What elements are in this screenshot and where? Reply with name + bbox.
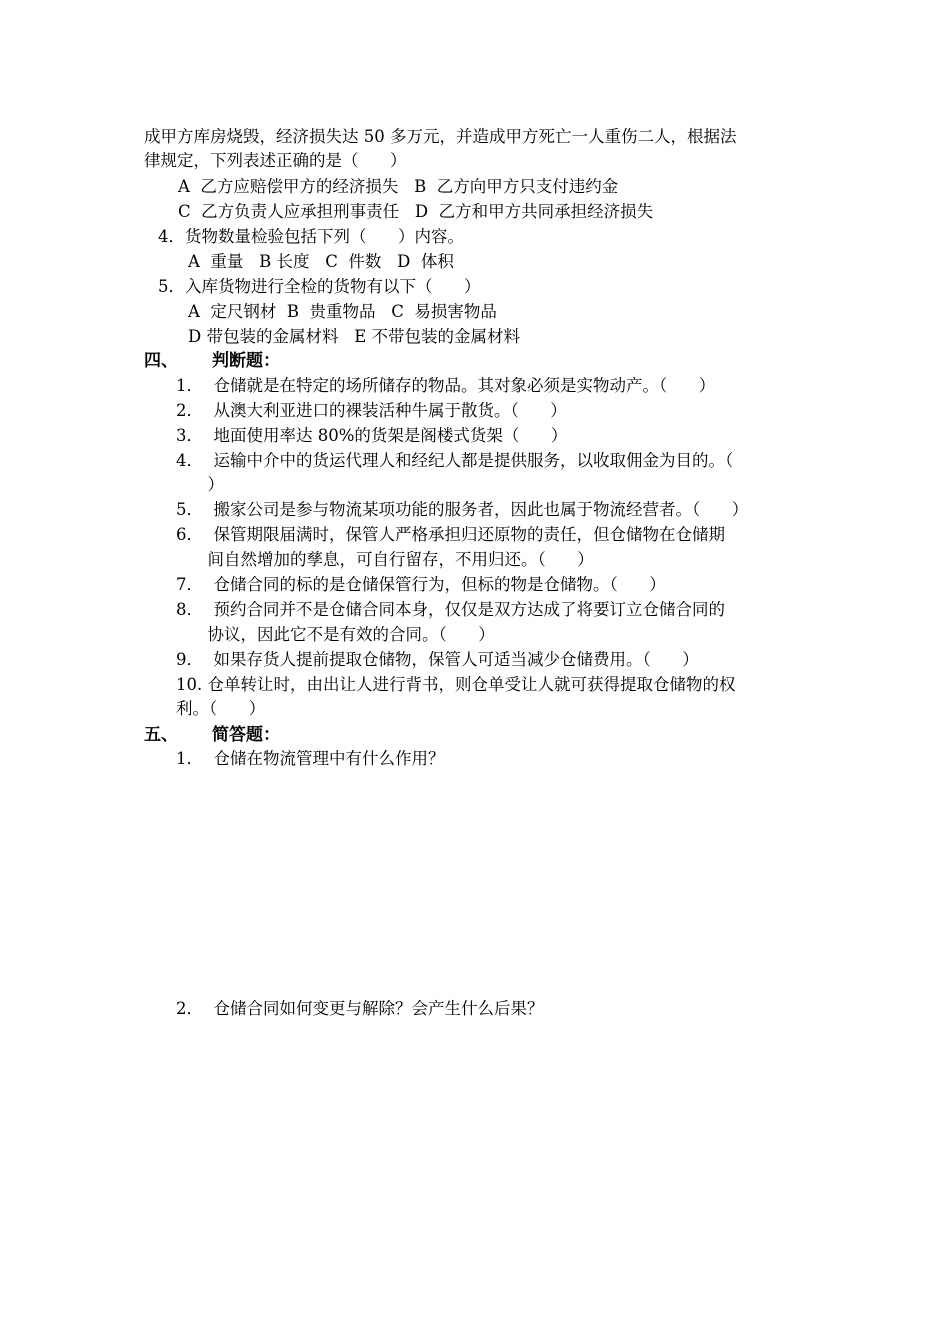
judgement-item-3: 3． 地面使用率达 80%的货架是阁楼式货架（ ）	[176, 426, 568, 445]
question-4-stem: 4．货物数量检验包括下列（ ）内容。	[158, 227, 464, 246]
question-3-options-a-b: A 乙方应赔偿甲方的经济损失 B 乙方向甲方只支付违约金	[178, 177, 619, 196]
section-4-title: 判断题：	[212, 351, 280, 371]
judgement-item-4: 4． 运输中介中的货运代理人和经纪人都是提供服务，以收取佣金为目的。（	[176, 451, 734, 470]
question-5-stem: 5．入库货物进行全检的货物有以下（ ）	[158, 277, 481, 296]
judgement-item-7: 7． 仓储合同的标的是仓储保管行为，但标的物是仓储物。（ ）	[176, 575, 666, 594]
judgement-item-4-continuation: ）	[176, 475, 224, 494]
question-3-continuation-line-2: 律规定，下列表述正确的是（ ）	[144, 151, 407, 170]
judgement-item-6: 6． 保管期限届满时，保管人严格承担归还原物的责任，但仓储物在仓储期	[176, 525, 725, 544]
judgement-item-2: 2． 从澳大利亚进口的裸装活种牛属于散货。（ ）	[176, 401, 567, 420]
short-answer-question-1: 1． 仓储在物流管理中有什么作用？	[176, 749, 445, 768]
judgement-item-5: 5． 搬家公司是参与物流某项功能的服务者，因此也属于物流经营者。（ ）	[176, 500, 749, 519]
judgement-item-9: 9． 如果存货人提前提取仓储物，保管人可适当减少仓储费用。（ ）	[176, 650, 699, 669]
judgement-item-6-continuation: 间自然增加的孳息，可自行留存，不用归还。（ ）	[176, 550, 594, 569]
section-4-number: 四、	[144, 351, 178, 371]
judgement-item-8: 8． 预约合同并不是仓储合同本身，仅仅是双方达成了将要订立仓储合同的	[176, 600, 725, 619]
question-5-options-line-2: D 带包装的金属材料 E 不带包装的金属材料	[188, 327, 520, 346]
question-4-options: A 重量 B 长度 C 件数 D 体积	[188, 252, 454, 271]
judgement-item-10: 10. 仓单转让时，由出让人进行背书，则仓单受让人就可获得提取仓储物的权	[176, 675, 736, 694]
judgement-item-8-continuation: 协议，因此它不是有效的合同。（ ）	[176, 625, 495, 644]
judgement-item-10-continuation: 利。（ ）	[176, 699, 266, 718]
short-answer-question-2: 2． 仓储合同如何变更与解除？会产生什么后果？	[176, 999, 544, 1018]
section-5-number: 五、	[144, 725, 178, 745]
judgement-item-1: 1． 仓储就是在特定的场所储存的物品。其对象必须是实物动产。（ ）	[176, 376, 716, 395]
section-5-title: 简答题：	[212, 725, 280, 745]
question-5-options-line-1: A 定尺钢材 B 贵重物品 C 易损害物品	[188, 302, 497, 321]
question-3-options-c-d: C 乙方负责人应承担刑事责任 D 乙方和甲方共同承担经济损失	[178, 202, 654, 221]
question-3-continuation-line-1: 成甲方库房烧毁，经济损失达 50 多万元，并造成甲方死亡一人重伤二人，根据法	[144, 127, 737, 146]
